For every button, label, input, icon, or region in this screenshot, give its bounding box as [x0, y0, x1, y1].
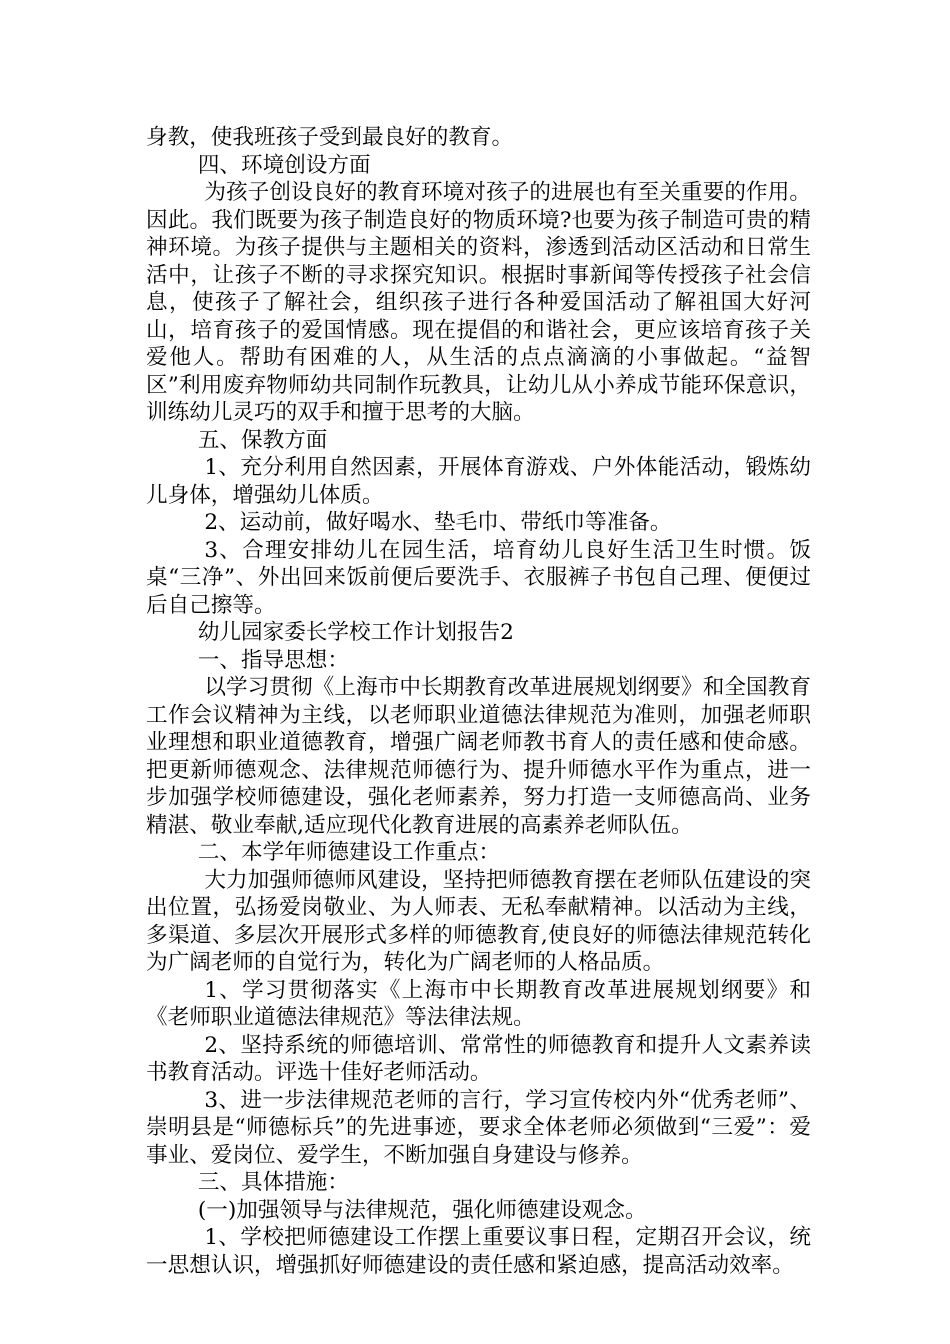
section-heading-measures: 三、具体措施： — [197, 1170, 349, 1195]
paragraph-focus: 大力加强师德师风建设，坚持把师德教育摆在老师队伍建设的突出位置，弘扬爱岗敬业、为人师表、无私奉献精神。以活动为主线，多渠道、多层次开展形式多样的师德教育,使良好的师德法律规范转化为广阔老师的自觉行为，转化为广阔老师的人格品质。 — [146, 867, 811, 975]
list-item-focus-2: 2、坚持系统的师德培训、常常性的师德教育和提升人文素养读书教育活动。评选十佳好老师活动。 — [146, 1032, 811, 1085]
subsection-heading-leadership: (一)加强领导与法律规范，强化师德建设观念。 — [197, 1197, 647, 1223]
report-title: 幼儿园家委长学校工作计划报告2 — [197, 620, 514, 645]
list-item-care-1: 1、充分利用自然因素，开展体育游戏、户外体能活动，锻炼幼儿身体，增强幼儿体质。 — [146, 455, 811, 508]
paragraph-continuation: 身教，使我班孩子受到最良好的教育。 — [146, 125, 514, 150]
section-heading-care: 五、保教方面 — [197, 427, 328, 453]
section-heading-guiding: 一、指导思想： — [197, 647, 349, 673]
list-item-focus-3: 3、进一步法律规范老师的言行，学习宣传校内外“优秀老师”、崇明县是“师德标兵”的先进事迹，要求全体老师必须做到“三爱”：爱事业、爱岗位、爱学生，不断加强自身建设与修养。 — [146, 1087, 811, 1168]
list-item-measures-1: 1、学校把师德建设工作摆上重要议事日程，定期召开会议，统一思想认识，增强抓好师德建设的责任感和紧迫感，提高活动效率。 — [146, 1225, 811, 1278]
paragraph-guiding: 以学习贯彻《上海市中长期教育改革进展规划纲要》和全国教育工作会议精神为主线，以老师职业道德法律规范为准则，加强老师职业理想和职业道德教育，增强广阔老师教书育人的责任感和使命感。把更新师德观念、法律规范师德行为、提升师德水平作为重点，进一步加强学校师德建设，强化老师素养，努力打造一支师德高尚、业务精湛、敬业奉献,适应现代化教育进展的高素养老师队伍。 — [146, 675, 811, 838]
section-heading-focus: 二、本学年师德建设工作重点： — [197, 840, 501, 865]
section-heading-environment: 四、环境创设方面 — [197, 152, 371, 178]
list-item-care-3: 3、合理安排幼儿在园生活，培育幼儿良好生活卫生时惯。饭桌“三净”、外出回来饭前便后要洗手、衣服裤子书包自己理、便便过后自己擦等。 — [146, 537, 811, 618]
paragraph-environment: 为孩子创设良好的教育环境对孩子的进展也有至关重要的作用。因此。我们既要为孩子制造良好的物质环境?也要为孩子制造可贵的精神环境。为孩子提供与主题相关的资料，渗透到活动区活动和日常生活中，让孩子不断的寻求探究知识。根据时事新闻等传授孩子社会信息，使孩子了解社会，组织孩子进行各种爱国活动了解祖国大好河山，培育孩子的爱国情感。现在提倡的和谐社会，更应该培育孩子关爱他人。帮助有困难的人，从生活的点点滴滴的小事做起。“益智区”利用废弃物师幼共同制作玩教具，让幼儿从小养成节能环保意识，训练幼儿灵巧的双手和擅于思考的大脑。 — [146, 180, 811, 425]
document-page — [146, 124, 811, 1279]
list-item-care-2: 2、运动前，做好喝水、垫毛巾、带纸巾等准备。 — [204, 510, 672, 535]
list-item-focus-1: 1、学习贯彻落实《上海市中长期教育改革进展规划纲要》和《老师职业道德法律规范》等法律法规。 — [146, 977, 811, 1030]
